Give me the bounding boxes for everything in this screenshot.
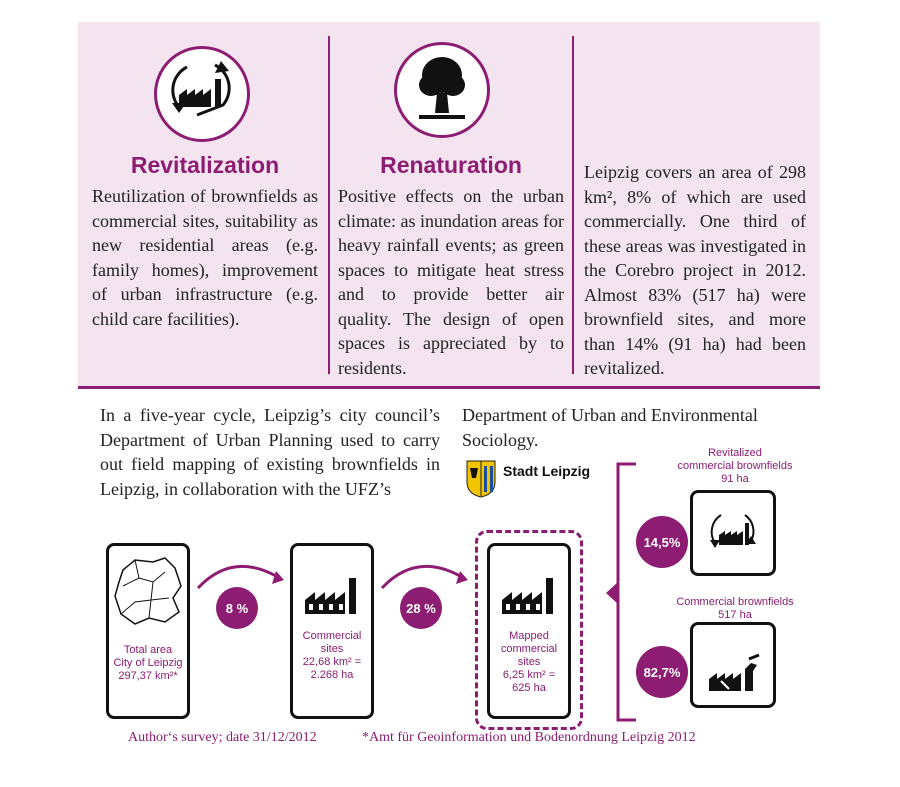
label-line: Total area	[123, 644, 173, 656]
label-line: sites	[517, 656, 541, 668]
revitalized-label	[660, 447, 810, 486]
logo-text: Stadt Leipzig	[503, 463, 591, 479]
label-line: Mapped	[509, 630, 549, 642]
box-label	[109, 644, 187, 683]
column-divider	[572, 36, 574, 374]
brownfields-box	[690, 622, 776, 708]
label-line: Commercial	[302, 630, 362, 642]
factory-cycle-icon	[154, 46, 250, 142]
source-note: Author‘s survey; date 31/12/2012	[128, 730, 317, 745]
column-text: Reutilization of brownfields as commercial sites, suitability as new residential areas (e.g. family homes), improvement of urban infrastructure (e.g. child care facilities).	[92, 186, 318, 329]
box-label	[293, 630, 371, 682]
leipzig-map-icon	[109, 552, 187, 632]
broken-factory-icon	[693, 625, 773, 705]
label-line: 517 ha	[718, 609, 752, 621]
percentage-badge: 14,5%	[636, 516, 688, 568]
column-title: Renaturation	[380, 152, 522, 178]
footnote: *Amt für Geoinformation und Bodenordnung Leipzig 2012	[362, 730, 696, 745]
intro-text-continued: Department of Urban and Environmental Sociology.	[462, 405, 758, 450]
split-bracket	[596, 460, 640, 726]
label-line: Commercial brownfields	[676, 596, 794, 608]
label-line: commercial brownfields	[677, 460, 793, 472]
factory-cycle-icon	[693, 493, 773, 573]
brownfields-label	[660, 596, 810, 622]
label-line: commercial	[500, 643, 558, 655]
flow-arrow	[192, 556, 292, 592]
label-line: Revitalized	[708, 447, 762, 459]
label-line: 6,25 km² =	[502, 669, 556, 681]
label-line: 625 ha	[512, 682, 546, 694]
column-title: Revitalization	[130, 152, 280, 178]
tree-icon	[394, 42, 490, 138]
label-line: sites	[320, 643, 344, 655]
flow-arrow	[376, 556, 476, 592]
mapped-sites-box	[487, 543, 571, 719]
total-area-box	[106, 543, 190, 719]
column-text: Leipzig covers an area of 298 km², 8% of which are used commercially. One third of these areas was investigated in the Corebro project in 2012. Almost 83% (517 ha) were brownfield sites, and more than 14% (91 ha) had been revitalized.	[584, 162, 806, 378]
factory-icon	[490, 564, 568, 624]
leipzig-coat-of-arms-icon	[466, 460, 496, 498]
label-line: 22,68 km² =	[302, 656, 362, 668]
label-line: 91 ha	[721, 473, 749, 485]
commercial-sites-box	[290, 543, 374, 719]
intro-text: In a five-year cycle, Leipzig’s city council’s Department of Urban Planning used to carry out field mapping of existing brownfields in Leipzig, in collaboration with the UFZ’s	[100, 405, 440, 499]
label-line: 2.268 ha	[310, 669, 354, 681]
revitalized-box	[690, 490, 776, 576]
percentage-badge: 28 %	[400, 587, 442, 629]
panel-divider	[78, 386, 820, 389]
factory-icon	[293, 564, 371, 624]
percentage-badge: 8 %	[216, 587, 258, 629]
box-label	[490, 630, 568, 695]
column-text: Positive effects on the urban climate: as inundation areas for heavy rainfall events; as green spaces to mitigate heat stress and to provide better air quality. The design of open spaces is appreciated by to residents.	[338, 186, 564, 378]
label-line: 297,37 km²*	[118, 670, 178, 682]
percentage-badge: 82,7%	[636, 646, 688, 698]
label-line: City of Leipzig	[113, 657, 183, 669]
column-divider	[328, 36, 330, 374]
